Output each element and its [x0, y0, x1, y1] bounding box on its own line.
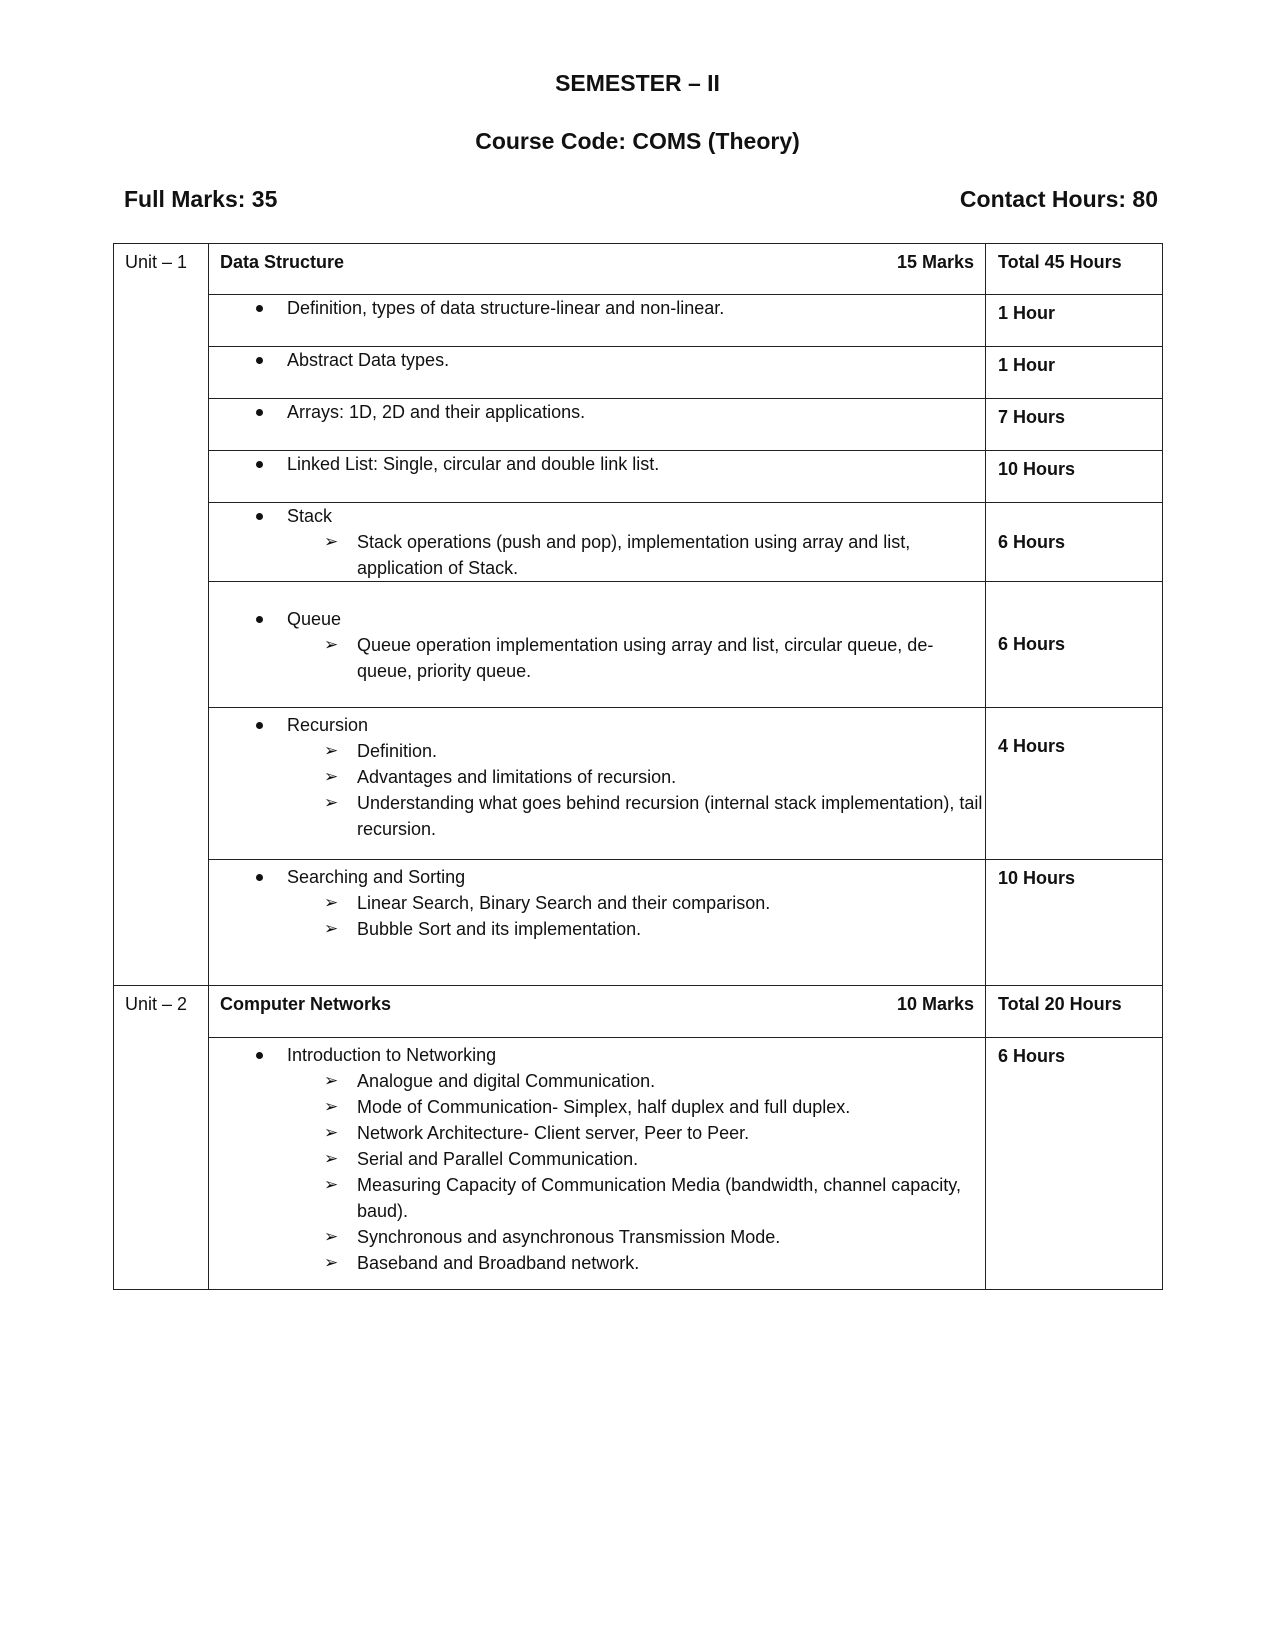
arrow-bullet-icon: ➢ [324, 1227, 339, 1246]
topic-hours: 7 Hours [986, 399, 1163, 451]
topic-row [114, 860, 1163, 986]
subtopic-item: ➢ Baseband and Broadband network. [209, 1250, 985, 1276]
subtopic-item: ➢ Linear Search, Binary Search and their comparison. [209, 890, 985, 916]
topic-item: Searching and Sorting [209, 864, 985, 890]
topic-item: Recursion [209, 712, 985, 738]
arrow-bullet-icon: ➢ [324, 1123, 339, 1142]
unit-marks: 10 Marks [896, 994, 974, 1014]
subtopic-item: ➢ Bubble Sort and its implementation. [209, 916, 985, 942]
subtopic-item: ➢ Measuring Capacity of Communication Media (bandwidth, channel capacity, baud). [209, 1172, 985, 1224]
bullet-icon [256, 409, 263, 416]
unit-label: Unit – 2 [114, 986, 209, 1290]
topic-row [114, 503, 1163, 582]
arrow-bullet-icon: ➢ [324, 1097, 339, 1116]
topic-item: Abstract Data types. [209, 347, 985, 373]
arrow-bullet-icon: ➢ [324, 532, 339, 551]
arrow-bullet-icon: ➢ [324, 1149, 339, 1168]
topic-hours: 1 Hour [986, 295, 1163, 347]
bullet-icon [256, 722, 263, 729]
topic-item: Linked List: Single, circular and double link list. [209, 451, 985, 477]
subtopic-item: ➢ Mode of Communication- Simplex, half duplex and full duplex. [209, 1094, 985, 1120]
unit-marks: 15 Marks [896, 252, 974, 272]
semester-title: SEMESTER – II [555, 70, 720, 96]
topic-row [114, 708, 1163, 860]
topic-hours: 6 Hours [986, 582, 1163, 708]
topic-hours: 4 Hours [986, 708, 1163, 860]
subtopic-item: ➢ Synchronous and asynchronous Transmission Mode. [209, 1224, 985, 1250]
contact-hours: Contact Hours: 80 [959, 186, 1158, 212]
arrow-bullet-icon: ➢ [324, 1175, 339, 1194]
topic-item: Definition, types of data structure-linear and non-linear. [209, 295, 985, 321]
topic-row [114, 295, 1163, 347]
arrow-bullet-icon: ➢ [324, 635, 339, 654]
topic-item: Queue [209, 606, 985, 632]
topic-hours: 6 Hours [986, 1038, 1163, 1290]
topic-item: Introduction to Networking [209, 1042, 985, 1068]
subtopic-item: ➢ Queue operation implementation using array and list, circular queue, de-queue, priority queue. [209, 632, 985, 684]
syllabus-table [113, 243, 1163, 1290]
arrow-bullet-icon: ➢ [324, 919, 339, 938]
subtopic-item: ➢ Understanding what goes behind recursion (internal stack implementation), tail recursion. [209, 790, 985, 842]
unit-title: Computer Networks [220, 994, 392, 1014]
topic-hours: 1 Hour [986, 347, 1163, 399]
unit-title-cell [209, 244, 986, 295]
bullet-icon [256, 461, 263, 468]
bullet-icon [256, 357, 263, 364]
topic-row [114, 582, 1163, 708]
bullet-icon [256, 1052, 263, 1059]
unit-header-row [114, 244, 1163, 295]
subtopic-item: ➢ Definition. [209, 738, 985, 764]
unit-header-row [114, 986, 1163, 1038]
subtopic-item: ➢ Stack operations (push and pop), implementation using array and list, application of Stack. [209, 529, 985, 581]
subtopic-item: ➢ Advantages and limitations of recursion. [209, 764, 985, 790]
topic-row [114, 1038, 1163, 1290]
unit-title-cell [209, 986, 986, 1038]
unit-label: Unit – 1 [114, 244, 209, 986]
topic-row [114, 347, 1163, 399]
arrow-bullet-icon: ➢ [324, 893, 339, 912]
arrow-bullet-icon: ➢ [324, 1071, 339, 1090]
bullet-icon [256, 616, 263, 623]
unit-total-hours: Total 45 Hours [986, 244, 1163, 295]
topic-hours: 10 Hours [986, 451, 1163, 503]
bullet-icon [256, 513, 263, 520]
arrow-bullet-icon: ➢ [324, 741, 339, 760]
full-marks: Full Marks: 35 [124, 186, 278, 212]
bullet-icon [256, 305, 263, 312]
course-code-title: Course Code: COMS (Theory) [475, 128, 800, 154]
arrow-bullet-icon: ➢ [324, 1253, 339, 1272]
subtopic-item: ➢ Analogue and digital Communication. [209, 1068, 985, 1094]
topic-hours: 10 Hours [986, 860, 1163, 986]
topic-item: Arrays: 1D, 2D and their applications. [209, 399, 985, 425]
topic-hours: 6 Hours [986, 503, 1163, 582]
topic-row [114, 451, 1163, 503]
bullet-icon [256, 874, 263, 881]
arrow-bullet-icon: ➢ [324, 793, 339, 812]
unit-title: Data Structure [220, 252, 345, 272]
subtopic-item: ➢ Network Architecture- Client server, Peer to Peer. [209, 1120, 985, 1146]
unit-total-hours: Total 20 Hours [986, 986, 1163, 1038]
subtopic-item: ➢ Serial and Parallel Communication. [209, 1146, 985, 1172]
topic-item: Stack [209, 503, 985, 529]
arrow-bullet-icon: ➢ [324, 767, 339, 786]
topic-row [114, 399, 1163, 451]
